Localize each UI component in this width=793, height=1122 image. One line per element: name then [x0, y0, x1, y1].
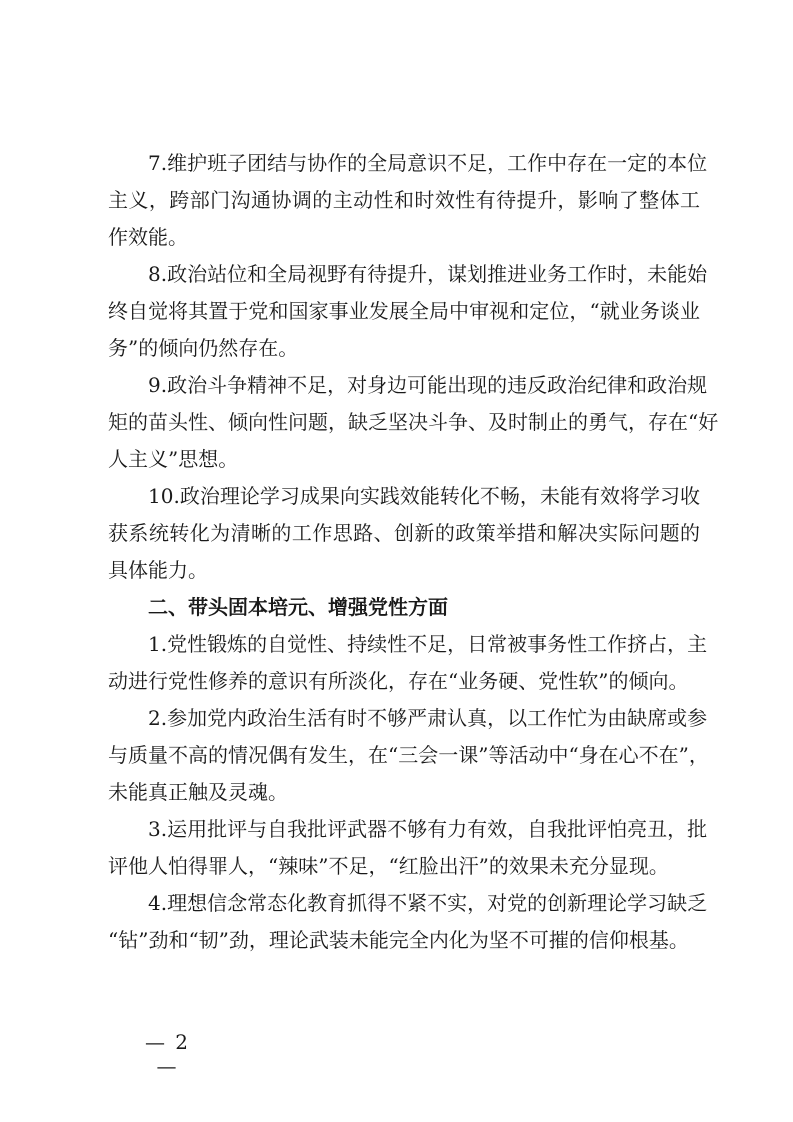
text-line: 9.政治斗争精神不足，对身边可能出现的违反政治纪律和政治规: [148, 373, 708, 397]
text-line: 3.运用批评与自我批评武器不够有力有效，自我批评怕亮丑，批: [148, 817, 708, 841]
paragraph: [108, 367, 719, 478]
text-line: 未能真正触及灵魂。: [108, 780, 288, 804]
text-line: 矩的苗头性、倾向性问题，缺乏坚决斗争、及时制止的勇气，存在“好: [108, 410, 719, 434]
text-line: 主义，跨部门沟通协调的主动性和时效性有待提升，影响了整体工: [108, 188, 700, 212]
paragraph: [108, 811, 708, 885]
paragraph: [108, 885, 708, 959]
text-line: 1.党性锻炼的自觉性、持续性不足，日常被事务性工作挤占，主: [148, 632, 708, 656]
paragraph: [108, 700, 709, 811]
document-body: [108, 145, 719, 959]
text-line: 具体能力。: [108, 558, 208, 582]
text-line: 与质量不高的情况偶有发生，在“三会一课”等活动中“身在心不在”，: [108, 743, 709, 767]
paragraph: [108, 478, 700, 589]
page-number: — 2 —: [144, 1030, 191, 1078]
text-line: “钻”劲和“韧”劲，理论武装未能完全内化为坚不可摧的信仰根基。: [108, 928, 689, 952]
text-line: 动进行党性修养的意识有所淡化，存在“业务硬、党性软”的倾向。: [108, 669, 689, 693]
text-line: 10.政治理论学习成果向实践效能转化不畅，未能有效将学习收: [148, 484, 700, 508]
text-line: 二、带头固本培元、增强党性方面: [148, 595, 448, 619]
paragraph: [108, 256, 708, 367]
text-line: 获系统转化为清晰的工作思路、创新的政策举措和解决实际问题的: [108, 521, 700, 545]
text-line: 人主义”思想。: [108, 447, 239, 471]
text-line: 4.理想信念常态化教育抓得不紧不实，对党的创新理论学习缺乏: [148, 891, 708, 915]
text-line: 8.政治站位和全局视野有待提升，谋划推进业务工作时，未能始: [148, 262, 708, 286]
section-heading: [108, 589, 700, 626]
text-line: 2.参加党内政治生活有时不够严肃认真，以工作忙为由缺席或参: [148, 706, 708, 730]
text-line: 终自觉将其置于党和国家事业发展全局中审视和定位，“就业务谈业: [108, 299, 700, 323]
text-line: 作效能。: [108, 225, 188, 249]
text-line: 评他人怕得罪人，“辣味”不足，“红脸出汗”的效果未充分显现。: [108, 854, 669, 878]
text-line: 7.维护班子团结与协作的全局意识不足，工作中存在一定的本位: [148, 151, 708, 175]
text-line: 务”的倾向仍然存在。: [108, 336, 299, 360]
paragraph: [108, 626, 708, 700]
paragraph: [108, 145, 708, 256]
